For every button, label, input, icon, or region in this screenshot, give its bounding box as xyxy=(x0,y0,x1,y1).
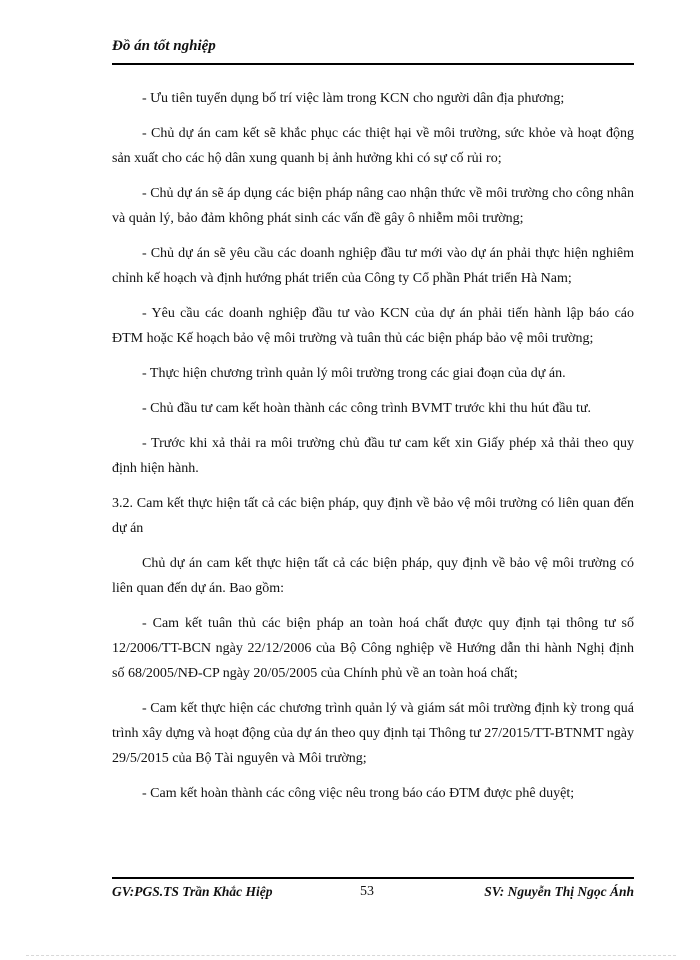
paragraph-priority-local-hiring: - Ưu tiên tuyển dụng bố trí việc làm trong KCN cho người dân địa phương; xyxy=(142,91,565,106)
paragraph-dtm-completion: - Cam kết hoàn thành các công việc nêu trong báo cáo ĐTM được phê duyệt; xyxy=(142,786,575,801)
paragraph-damage-remedy: - Chủ dự án cam kết sẽ khắc phục các thiệt hại về môi trường, sức khỏe và hoạt động sản xuất cho các hộ dân xung quanh bị ảnh hưởng khi có sự cố rủi ro; xyxy=(112,126,634,166)
footer-divider xyxy=(112,877,634,879)
page-bottom-edge xyxy=(26,955,676,956)
paragraph-monitoring-program: - Cam kết thực hiện các chương trình quản lý và giám sát môi trường định kỳ trong quá trình xây dựng và hoạt động của dự án theo quy định tại Thông tư 27/2015/TT-BTNMT ngày 29/5/2015 của Bộ Tài nguyên và Môi trường; xyxy=(112,701,634,766)
paragraph-eia-requirement: - Yêu cầu các doanh nghiệp đầu tư vào KCN của dự án phải tiến hành lập báo cáo ĐTM hoặc Kế hoạch bảo vệ môi trường và tuân thủ các biện pháp bảo vệ môi trường; xyxy=(112,306,634,346)
paragraph-discharge-permit: - Trước khi xả thải ra môi trường chủ đầu tư cam kết xin Giấy phép xả thải theo quy định hiện hành. xyxy=(112,436,634,476)
section-heading-3-2: 3.2. Cam kết thực hiện tất cả các biện pháp, quy định về bảo vệ môi trường có liên quan đến dự án xyxy=(112,496,634,536)
header-divider xyxy=(112,63,634,65)
page-number: 53 xyxy=(360,884,374,899)
footer-student: SV: Nguyễn Thị Ngọc Ánh xyxy=(484,884,634,899)
paragraph-bvmt-completion: - Chủ đầu tư cam kết hoàn thành các công trình BVMT trước khi thu hút đầu tư. xyxy=(142,401,592,416)
footer-advisor: GV:PGS.TS Trần Khắc Hiệp xyxy=(112,884,273,899)
paragraph-management-program: - Thực hiện chương trình quản lý môi trường trong các giai đoạn của dự án. xyxy=(142,366,566,381)
paragraph-investor-requirements: - Chủ dự án sẽ yêu cầu các doanh nghiệp đầu tư mới vào dự án phải thực hiện nghiêm chỉnh kế hoạch và định hướng phát triển của Công ty Cổ phần Phát triển Hà Nam; xyxy=(112,246,634,286)
document-body xyxy=(112,86,634,816)
paragraph-chemical-safety: - Cam kết tuân thủ các biện pháp an toàn hoá chất được quy định tại thông tư số 12/2006/TT-BCN ngày 22/12/2006 của Bộ Công nghiệp về Hướng dẫn thi hành Nghị định số 68/2005/NĐ-CP ngày 20/05/2005 của Chính phủ về an toàn hoá chất; xyxy=(112,616,634,681)
paragraph-commitment-intro: Chủ dự án cam kết thực hiện tất cả các biện pháp, quy định về bảo vệ môi trường có liên quan đến dự án. Bao gồm: xyxy=(112,556,634,596)
document-header-title: Đồ án tốt nghiệp xyxy=(112,38,216,54)
paragraph-awareness-measures: - Chủ dự án sẽ áp dụng các biện pháp nâng cao nhận thức về môi trường cho công nhân và quản lý, bảo đảm không phát sinh các vấn đề gây ô nhiễm môi trường; xyxy=(112,186,634,226)
